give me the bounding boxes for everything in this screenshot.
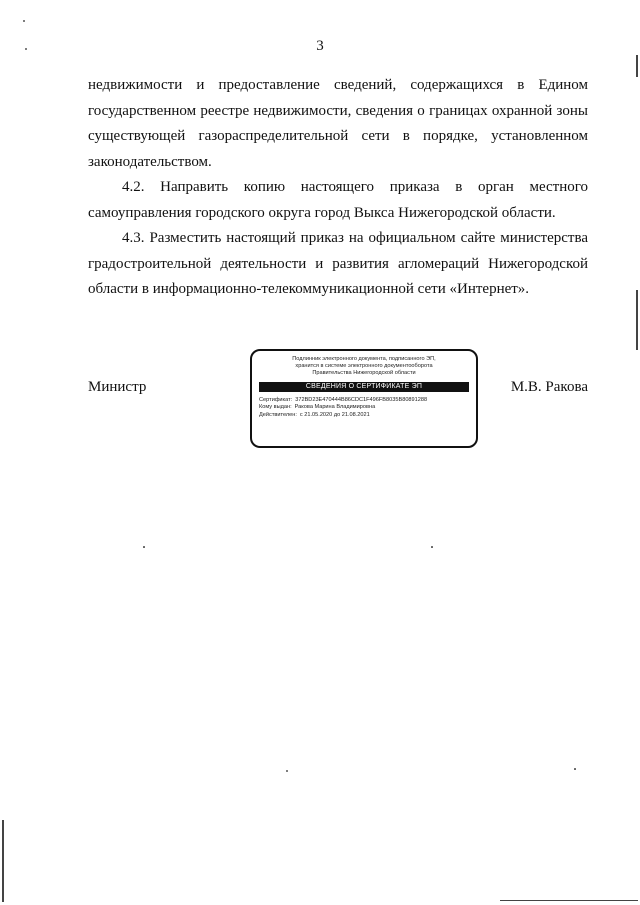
paragraph-continuation xyxy=(88,73,588,175)
stamp-details xyxy=(259,397,469,420)
validity-label: Действителен: xyxy=(259,411,297,418)
page-number: 3 xyxy=(316,38,324,54)
scan-speck xyxy=(25,48,27,50)
stamp-row-certificate xyxy=(259,397,469,405)
scan-edge-mark xyxy=(636,290,638,350)
signer-name: М.В. Ракова xyxy=(510,379,588,395)
stamp-note-line: Правительства Нижегородской области xyxy=(312,370,416,377)
text-line: области в информационно-телекоммуникационной сети «Интернет». xyxy=(88,281,530,297)
scan-speck xyxy=(431,546,433,548)
stamp-row-validity xyxy=(259,412,469,420)
scan-edge-mark xyxy=(636,55,638,77)
stamp-note-line: хранится в системе электронного документооборота xyxy=(295,363,433,370)
scan-speck xyxy=(23,20,25,22)
document-body xyxy=(88,73,588,303)
owner-value: Ракова Марина Владимировна xyxy=(294,404,376,411)
scan-edge-mark xyxy=(2,820,4,902)
scan-speck xyxy=(286,770,288,772)
stamp-note xyxy=(259,356,469,378)
text-line: градостроительной деятельности и развития агломераций Нижегородской xyxy=(88,255,588,272)
validity-value: с 21.05.2020 до 21.08.2021 xyxy=(299,411,370,418)
stamp-row-owner xyxy=(259,404,469,412)
text-line: 4.3. Разместить настоящий приказ на официальном сайте министерства xyxy=(122,230,588,246)
certificate-value: 372BD23E470444B86CDC1F496FB8035B80891288 xyxy=(295,396,428,403)
text-line: 4.2. Направить копию настоящего приказа в орган местного xyxy=(122,179,588,195)
signer-title: Министр xyxy=(88,379,147,395)
text-line: законодательством. xyxy=(88,153,212,170)
stamp-note-line: Подлинник электронного документа, подписанного ЭП, xyxy=(292,356,436,362)
paragraph-4-2 xyxy=(88,175,588,226)
scan-speck xyxy=(574,768,576,770)
text-line: недвижимости и предоставление сведений, содержащихся в Едином xyxy=(88,77,588,93)
text-line: существующей газораспределительной сети в порядке, установленном xyxy=(88,128,588,144)
text-line: государственном реестре недвижимости, сведения о границах охранной зоны xyxy=(88,102,588,119)
stamp-header: СВЕДЕНИЯ О СЕРТИФИКАТЕ ЭП xyxy=(259,382,469,392)
scan-speck xyxy=(143,546,145,548)
scan-edge-mark xyxy=(500,900,638,901)
certificate-label: Сертификат: xyxy=(259,396,293,403)
electronic-signature-stamp xyxy=(250,349,478,448)
owner-label: Кому выдан: xyxy=(259,404,292,411)
paragraph-4-3 xyxy=(88,226,588,303)
text-line: самоуправления городского округа город Выкса Нижегородской области. xyxy=(88,204,556,221)
